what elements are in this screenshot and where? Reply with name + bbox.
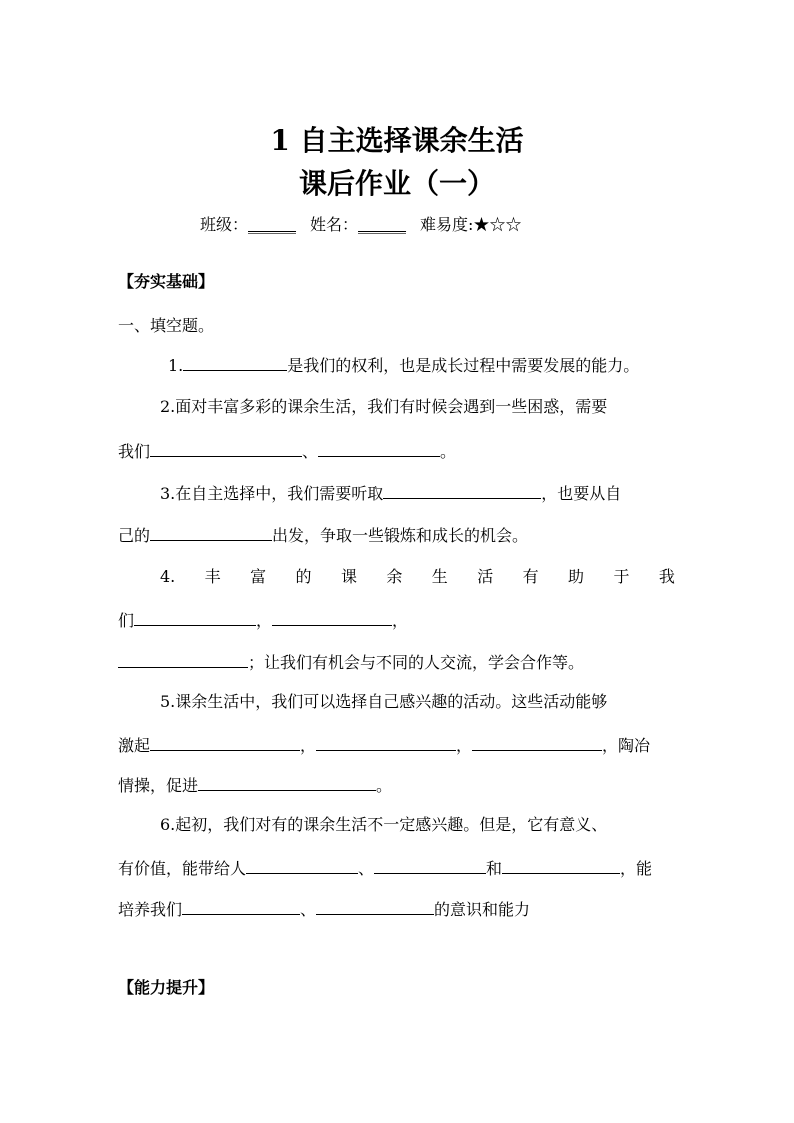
question-5-line-3: 情操，促进 。 bbox=[118, 772, 392, 798]
fill-blank-heading: 一、填空题。 bbox=[118, 316, 215, 335]
answer-blank[interactable] bbox=[118, 649, 248, 668]
class-label: 班级： bbox=[200, 215, 249, 234]
answer-blank[interactable] bbox=[246, 855, 358, 874]
question-2-line-1: 2.面对丰富多彩的课余生活，我们有时候会遇到一些困惑，需要 bbox=[160, 397, 608, 416]
question-6-line-3: 培养我们 、 的意识和能力 bbox=[118, 896, 530, 922]
info-line bbox=[200, 212, 521, 238]
answer-blank[interactable] bbox=[316, 732, 456, 751]
answer-blank[interactable] bbox=[183, 352, 287, 371]
answer-blank[interactable] bbox=[134, 607, 256, 626]
answer-blank[interactable] bbox=[318, 438, 440, 457]
answer-blank[interactable] bbox=[374, 855, 486, 874]
difficulty-label: 难易度: bbox=[420, 215, 474, 234]
question-5-line-1: 5.课余生活中，我们可以选择自己感兴趣的活动。这些活动能够 bbox=[160, 692, 608, 711]
name-label: 姓名： bbox=[310, 215, 359, 234]
question-4-line-1: 4. 丰 富 的 课 余 生 活 有 助 于 我 bbox=[160, 567, 675, 586]
section-basics: 【夯实基础】 bbox=[118, 272, 215, 291]
answer-blank[interactable] bbox=[198, 772, 376, 791]
question-6-line-2: 有价值，能带给人 、 和 ，能 bbox=[118, 855, 652, 881]
answer-blank[interactable] bbox=[182, 896, 300, 915]
question-1: 1. 是我们的权利，也是成长过程中需要发展的能力。 bbox=[168, 352, 639, 378]
page-title: 1 自主选择课余生活 bbox=[270, 124, 524, 157]
answer-blank[interactable] bbox=[383, 480, 541, 499]
answer-blank[interactable] bbox=[150, 438, 302, 457]
page-subtitle: 课后作业（一） bbox=[298, 167, 495, 200]
class-blank[interactable]: ______ bbox=[248, 215, 297, 234]
section-improve: 【能力提升】 bbox=[118, 978, 215, 997]
question-4-line-3: ；让我们有机会与不同的人交流，学会合作等。 bbox=[118, 649, 584, 675]
question-4-line-2: 们 ， ， bbox=[118, 607, 408, 633]
answer-blank[interactable] bbox=[502, 855, 620, 874]
answer-blank[interactable] bbox=[150, 522, 272, 541]
answer-blank[interactable] bbox=[272, 607, 392, 626]
question-6-line-1: 6.起初，我们对有的课余生活不一定感兴趣。但是，它有意义、 bbox=[160, 815, 608, 834]
question-2-line-2: 我们 、 。 bbox=[118, 438, 456, 464]
difficulty-stars: ★☆☆ bbox=[473, 215, 522, 234]
name-blank[interactable]: ______ bbox=[358, 215, 407, 234]
question-3-line-1: 3.在自主选择中，我们需要听取 ，也要从自 bbox=[160, 480, 621, 506]
question-3-line-2: 己的 出发，争取一些锻炼和成长的机会。 bbox=[118, 522, 528, 548]
answer-blank[interactable] bbox=[472, 732, 602, 751]
question-5-line-2: 激起 ， ， ，陶冶 bbox=[118, 732, 650, 758]
answer-blank[interactable] bbox=[150, 732, 300, 751]
answer-blank[interactable] bbox=[316, 896, 434, 915]
